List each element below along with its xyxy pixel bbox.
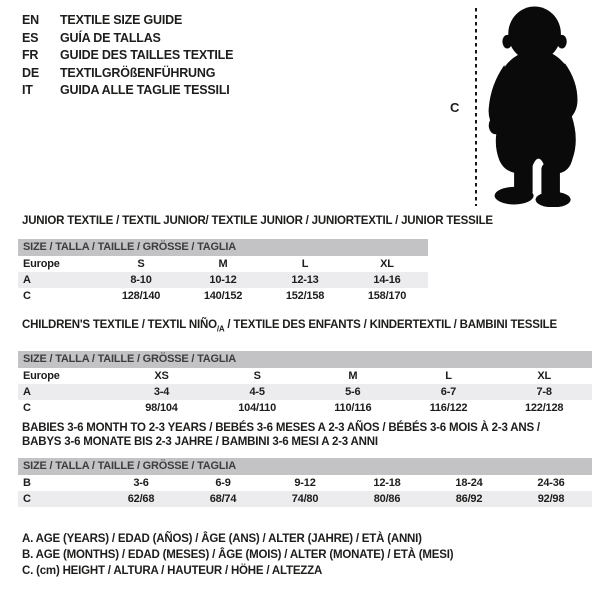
row-label: A [23,274,31,286]
footnote-age-years: A. AGE (YEARS) / EDAD (AÑOS) / ÂGE (ANS) / ALTER (JAHRE) / ETÀ (ANNI) [22,533,422,545]
size-cell: 116/122 [429,402,468,415]
guide-title: GUIDE DES TAILLES TEXTILE [60,48,234,62]
language-row [22,31,233,49]
guide-title: GUIDA ALLE TAGLIE TESSILI [60,83,230,97]
size-cell: 14-16 [373,274,401,286]
junior-section [18,214,493,304]
table-row [18,491,592,507]
size-cell: 122/128 [524,402,564,415]
size-cell: XL [537,370,551,383]
junior-section-title: JUNIOR TEXTILE / TEXTIL JUNIOR/ TEXTILE JUNIOR / JUNIORTEXTIL / JUNIOR TESSILE [22,215,493,227]
children-section [18,318,592,416]
height-measure-label: C [450,100,460,115]
size-cell: L [445,370,452,383]
children-section-title [22,318,592,336]
size-cell: S [253,370,261,383]
footnote-height-cm: C. (cm) HEIGHT / ALTURA / HAUTEUR / HÖHE / ALTEZZA [22,565,323,577]
table-row [18,368,592,384]
language-code: FR [22,48,39,62]
table-row [18,288,428,304]
size-cell: 10-12 [209,274,237,286]
size-cell: XS [154,370,169,383]
children-size-table [18,368,592,416]
size-cell: 68/74 [209,493,237,505]
size-cell: S [137,258,145,270]
size-cell: 152/158 [285,290,325,302]
babies-section [18,421,592,507]
row-label: C [23,402,31,415]
size-cell: 104/110 [238,402,277,415]
language-code: IT [22,83,33,97]
size-cell: 3-6 [133,477,149,489]
language-code: EN [22,13,39,27]
guide-title: TEXTILGRÖßENFÜHRUNG [60,65,216,80]
babies-section-title [22,421,592,449]
table-row [18,384,592,400]
size-cell: 24-36 [537,477,565,489]
language-code: DE [22,65,39,80]
size-cell: 18-24 [455,477,483,489]
height-measure-dotted-line [475,8,477,206]
guide-title: GUÍA DE TALLAS [60,30,161,45]
babies-title-line2: BABYS 3-6 MONATE BIS 2-3 JAHRE / BAMBINI 3-6 MESI A 2-3 ANNI [22,436,378,448]
size-cell: 128/140 [121,290,161,302]
children-title-subscript: /A [216,324,225,334]
size-cell: 74/80 [291,493,319,505]
language-row [22,48,233,66]
babies-size-header-bar: SIZE / TALLA / TAILLE / GRÖSSE / TAGLIA [18,458,592,475]
size-cell: 9-12 [294,477,316,489]
size-cell: 12-18 [373,477,401,489]
size-cell: 92/98 [537,493,565,505]
size-cell: 98/104 [145,402,178,415]
size-cell: 140/152 [203,290,243,302]
children-title-prefix: CHILDREN'S TEXTILE / TEXTIL NIÑO [22,319,217,331]
baby-silhouette-icon [479,4,596,207]
footnote-age-months: B. AGE (MONTHS) / EDAD (MESES) / ÂGE (MOIS) / ALTER (MONATE) / ETÀ (MESI) [22,549,454,561]
table-row [18,475,592,491]
language-row [22,13,233,31]
size-cell: 7-8 [536,386,552,399]
children-title-suffix: / TEXTILE DES ENFANTS / KINDERTEXTIL / BAMBINI TESSILE [224,319,557,331]
row-label: B [23,477,31,489]
row-label: C [23,290,31,302]
language-code: ES [22,30,39,45]
row-label: C [23,493,31,505]
size-cell: L [301,258,309,270]
language-row [22,66,233,84]
size-cell: 4-5 [249,386,265,399]
junior-size-header-bar: SIZE / TALLA / TAILLE / GRÖSSE / TAGLIA [18,239,428,256]
size-cell: 158/170 [367,290,407,302]
language-row [22,83,233,101]
children-size-header-bar: SIZE / TALLA / TAILLE / GRÖSSE / TAGLIA [18,351,592,368]
size-cell: 3-4 [153,386,170,399]
size-cell: 12-13 [291,274,319,286]
legend-footnotes [22,531,453,579]
language-title-list [22,13,233,101]
table-row [18,256,428,272]
table-row [18,272,428,288]
table-row [18,400,592,416]
size-cell: 8-10 [130,274,152,286]
size-cell: 110/116 [334,402,372,415]
junior-size-table [18,256,428,304]
row-label: Europe [23,258,60,270]
row-label: A [23,386,31,399]
size-cell: 6-7 [440,386,457,399]
size-cell: 80/86 [373,493,401,505]
size-cell: M [348,370,358,383]
size-cell: M [218,258,228,270]
babies-title-line1: BABIES 3-6 MONTH TO 2-3 YEARS / BEBÉS 3-6 MESES A 2-3 AÑOS / BÉBÉS 3-6 MOIS À 2-3 ANS / [22,422,540,434]
size-cell: XL [380,258,394,270]
guide-title: TEXTILE SIZE GUIDE [60,13,183,27]
size-cell: 62/68 [127,493,155,505]
size-cell: 6-9 [215,477,231,489]
size-cell: 86/92 [455,493,483,505]
babies-size-table [18,475,592,507]
row-label: Europe [23,370,60,383]
size-cell: 5-6 [345,386,361,399]
